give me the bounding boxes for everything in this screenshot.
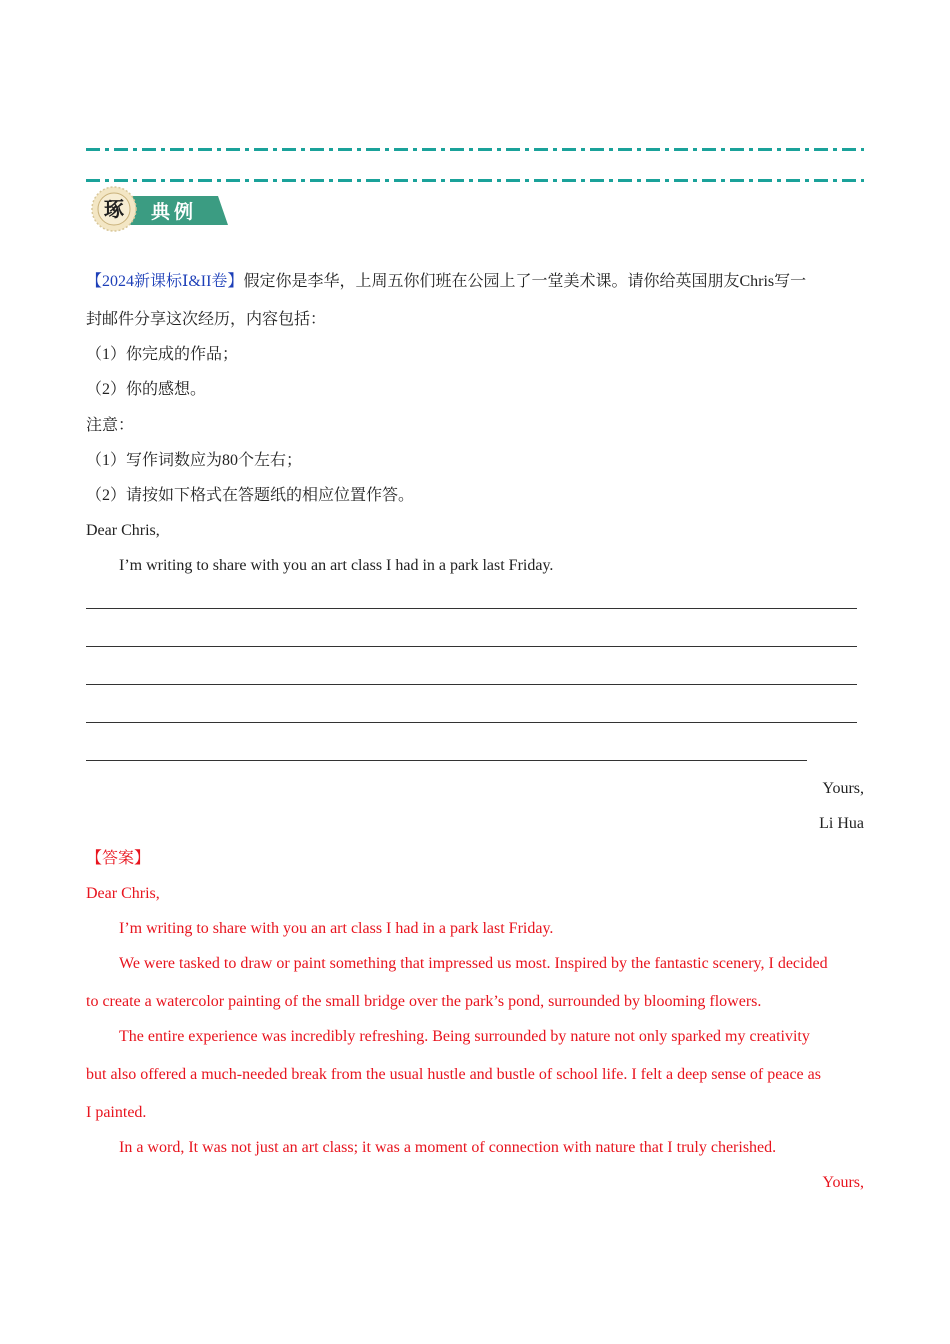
letter-greeting: Dear Chris,	[86, 522, 160, 539]
badge-label: 典例	[150, 201, 198, 223]
note-title: 注意：	[86, 417, 135, 434]
answer-paragraph-2-line-2: but also offered a much-needed break from the usual hustle and bustle of school life. I felt a deep sense of peace as	[86, 1066, 821, 1083]
answer-blank-line	[86, 608, 857, 609]
note-1: （1）写作词数应为80个左右；	[86, 452, 303, 469]
answer-blank-line	[86, 760, 807, 761]
note-2: （2）请按如下格式在答题纸的相应位置作答。	[86, 487, 415, 504]
prompt-intro-line1: 【2024新课标Ⅰ&II卷】假定你是李华，上周五你们班在公园上了一堂美术课。请你给英国朋友Chris写一	[86, 273, 807, 290]
answer-opening: I’m writing to share with you an art class I had in a park last Friday.	[119, 920, 554, 937]
answer-paragraph-2-line-1: The entire experience was incredibly refreshing. Being surrounded by nature not only sparked my creativity	[119, 1028, 810, 1045]
answer-blank-line	[86, 722, 857, 723]
answer-closing: Yours,	[822, 1174, 864, 1191]
prompt-intro-line2: 封邮件分享这次经历，内容包括：	[86, 311, 327, 328]
letter-opening: I’m writing to share with you an art class I had in a park last Friday.	[119, 557, 554, 574]
letter-closing: Yours,	[822, 780, 864, 797]
answer-paragraph-3-line-1: In a word, It was not just an art class; it was a moment of connection with nature that I truly cherished.	[119, 1139, 777, 1156]
answer-blank-line	[86, 646, 857, 647]
answer-paragraph-1-line-1: We were tasked to draw or paint something that impressed us most. Inspired by the fantastic scenery, I decided	[119, 955, 828, 972]
header-divider-bottom	[86, 179, 864, 182]
answer-paragraph-1-line-2: to create a watercolor painting of the small bridge over the park’s pond, surrounded by blooming flowers.	[86, 993, 762, 1010]
example-section-badge	[90, 185, 232, 233]
header-divider-top	[86, 148, 864, 151]
source-tag: 【2024新课标Ⅰ&II卷】	[86, 273, 244, 290]
answer-paragraph-2-line-3: I painted.	[86, 1104, 147, 1121]
answer-greeting: Dear Chris,	[86, 885, 160, 902]
letter-signature: Li Hua	[819, 815, 864, 832]
prompt-point-2: （2）你的感想。	[86, 381, 207, 398]
answer-label: 【答案】	[86, 850, 151, 867]
prompt-point-1: （1）你完成的作品；	[86, 346, 239, 363]
seal-character: 琢	[104, 197, 124, 221]
answer-blank-line	[86, 684, 857, 685]
